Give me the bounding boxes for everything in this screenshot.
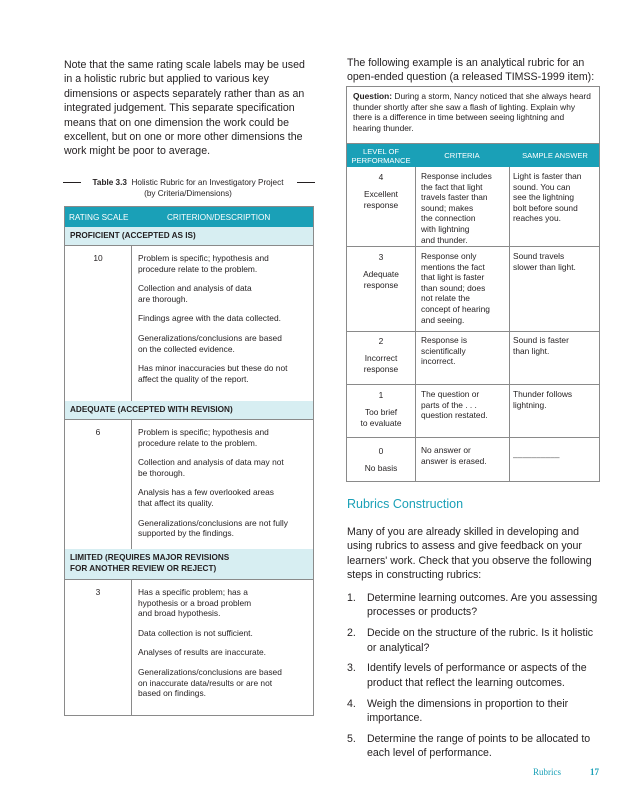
question-text: During a storm, Nancy noticed that she always heard thunder shortly after she saw a flash of lighting. Explain why there is a difference in time between seeing lightning and hearing thunder. bbox=[353, 91, 591, 133]
section-limited-line1: LIMITED (REQUIRES MAJOR REVISIONS bbox=[70, 553, 230, 562]
list-item bbox=[347, 697, 602, 726]
caption-rule-right bbox=[297, 182, 315, 183]
list-item bbox=[347, 661, 602, 690]
page-number: 17 bbox=[590, 767, 599, 777]
table-header-row bbox=[65, 207, 313, 227]
level-label: Too brief to evaluate bbox=[360, 407, 402, 428]
level-label: No basis bbox=[364, 463, 398, 473]
list-item bbox=[347, 626, 602, 655]
steps-list bbox=[347, 591, 602, 767]
criterion-item: Analysis has a few overlooked areas that affect its quality. bbox=[138, 487, 274, 508]
section-limited-line2: FOR ANOTHER REVIEW OR REJECT) bbox=[70, 564, 217, 573]
column-divider bbox=[131, 579, 132, 716]
table-caption bbox=[62, 177, 314, 199]
step-number: 3. bbox=[347, 662, 356, 675]
level-label: Excellent response bbox=[363, 189, 399, 210]
level-score: 2 bbox=[378, 336, 384, 346]
section-proficient: PROFICIENT (ACCEPTED AS IS) bbox=[65, 227, 313, 245]
table-caption-subtitle: (by Criteria/Dimensions) bbox=[144, 189, 232, 198]
criteria-limited bbox=[138, 587, 308, 708]
answer-cell: Thunder follows lightning. bbox=[513, 389, 573, 410]
table-caption-title: Holistic Rubric for an Investigatory Project bbox=[131, 178, 284, 187]
step-number: 2. bbox=[347, 627, 356, 640]
column-divider bbox=[131, 419, 132, 549]
criterion-item: Generalizations/conclusions are based on inaccurate data/results or are not based on findings. bbox=[138, 666, 282, 699]
header-rating-scale: RATING SCALE bbox=[69, 213, 129, 222]
header-level bbox=[347, 147, 415, 165]
row-divider bbox=[65, 245, 313, 246]
level-score: 0 bbox=[378, 446, 384, 456]
criterion-item: Generalizations/conclusions are based on the collected evidence. bbox=[138, 332, 282, 354]
step-number: 4. bbox=[347, 697, 356, 710]
criterion-item: Generalizations/conclusions are not fully supported by the findings. bbox=[138, 517, 288, 539]
column-divider bbox=[131, 245, 132, 401]
section-limited bbox=[65, 549, 313, 579]
answer-cell: Sound travels slower than light. bbox=[513, 251, 576, 272]
criterion-item: Problem is specific; hypothesis and procedure relate to the problem. bbox=[138, 427, 269, 448]
row-divider bbox=[347, 246, 599, 247]
criterion-item: Data collection is not sufficient. bbox=[138, 627, 253, 638]
answer-cell: Light is faster than sound. You can see the lightning bolt before sound reaches you. bbox=[513, 171, 582, 224]
question-box bbox=[346, 86, 600, 144]
column-divider bbox=[509, 167, 510, 482]
level-label: Adequate response bbox=[363, 269, 399, 290]
step-text: Identify levels of performance or aspects of the product that reflect the learning outcomes. bbox=[367, 662, 587, 689]
score-limited: 3 bbox=[95, 587, 101, 597]
table-caption-label: Table 3.3 bbox=[92, 178, 127, 187]
criterion-item: Problem is specific; hypothesis and procedure relate to the problem. bbox=[138, 253, 269, 274]
row-divider bbox=[347, 384, 599, 385]
step-text: Decide on the structure of the rubric. Is it holistic or analytical? bbox=[367, 627, 594, 654]
list-item bbox=[347, 591, 602, 620]
score-adequate: 6 bbox=[95, 427, 101, 437]
left-intro-paragraph: Note that the same rating scale labels may be used in a holistic rubric but applied to various key dimensions or aspects separately rather than as an integrated judgement. This separate specification means that on one dimension the work could be excellent, but on one or more other dimensions the work might be poor to average. bbox=[64, 59, 305, 158]
rubric-header-row bbox=[347, 144, 599, 167]
criterion-item: Findings agree with the data collected. bbox=[138, 313, 281, 324]
construction-intro: Many of you are already skilled in developing and using rubrics to assess and give feedback on your learners' work. Check that you observe the following steps in constructing rubrics: bbox=[347, 526, 592, 582]
criteria-adequate bbox=[138, 427, 308, 548]
criterion-item: Analyses of results are inaccurate. bbox=[138, 647, 267, 658]
criteria-cell: No answer or answer is erased. bbox=[421, 445, 487, 466]
holistic-rubric-table bbox=[64, 206, 314, 716]
header-level-line1: LEVEL OF bbox=[362, 147, 399, 156]
level-label: Incorrect response bbox=[363, 353, 399, 374]
step-number: 1. bbox=[347, 592, 356, 604]
row-divider bbox=[65, 419, 313, 420]
section-heading: Rubrics Construction bbox=[347, 497, 464, 511]
criterion-item: Collection and analysis of data are thorough. bbox=[138, 283, 252, 304]
score-proficient: 10 bbox=[93, 253, 103, 263]
step-text: Weigh the dimensions in proportion to their importance. bbox=[367, 697, 569, 725]
row-divider bbox=[65, 579, 313, 580]
criteria-cell: The question or parts of the . . . question restated. bbox=[421, 389, 488, 421]
step-text: Determine learning outcomes. Are you assessing processes or products? bbox=[367, 592, 598, 619]
criteria-proficient bbox=[138, 253, 308, 393]
row-divider bbox=[347, 331, 599, 332]
step-text: Determine the range of points to be allocated to each level of performance. bbox=[367, 732, 591, 760]
row-divider bbox=[347, 437, 599, 438]
header-sample-answer: SAMPLE ANSWER bbox=[522, 151, 588, 160]
answer-cell: –––––––––– bbox=[513, 452, 560, 462]
section-adequate: ADEQUATE (ACCEPTED WITH REVISION) bbox=[65, 401, 313, 419]
level-score: 3 bbox=[378, 252, 384, 262]
criteria-cell: Response is scientifically incorrect. bbox=[421, 335, 468, 367]
criteria-cell: Response only mentions the fact that light is faster than sound; does not relate the concept of hearing and seeing. bbox=[421, 251, 490, 325]
level-score: 4 bbox=[378, 172, 384, 182]
right-intro-paragraph: The following example is an analytical rubric for an open-ended question (a released TIMSS-1999 item): bbox=[347, 57, 595, 84]
column-divider bbox=[415, 167, 416, 482]
header-level-line2: PERFORMANCE bbox=[351, 156, 411, 165]
answer-cell: Sound is faster than light. bbox=[513, 335, 569, 356]
criterion-item: Has minor inaccuracies but these do not affect the quality of the report. bbox=[138, 363, 288, 384]
caption-rule-left bbox=[63, 182, 81, 183]
criterion-item: Collection and analysis of data may not be thorough. bbox=[138, 457, 284, 478]
list-item bbox=[347, 732, 602, 761]
level-score: 1 bbox=[378, 390, 384, 400]
header-criteria: CRITERIA bbox=[444, 151, 480, 160]
footer-section-name: Rubrics bbox=[533, 767, 561, 777]
criterion-item: Has a specific problem; has a hypothesis or a broad problem and broad hypothesis. bbox=[138, 587, 252, 619]
question-label: Question: bbox=[353, 91, 393, 101]
header-criterion: CRITERION/DESCRIPTION bbox=[167, 213, 271, 222]
step-number: 5. bbox=[347, 732, 356, 745]
analytical-rubric-table bbox=[346, 143, 600, 482]
criteria-cell: Response includes the fact that light travels faster than sound; makes the connection with lightning and thunder. bbox=[421, 171, 492, 245]
